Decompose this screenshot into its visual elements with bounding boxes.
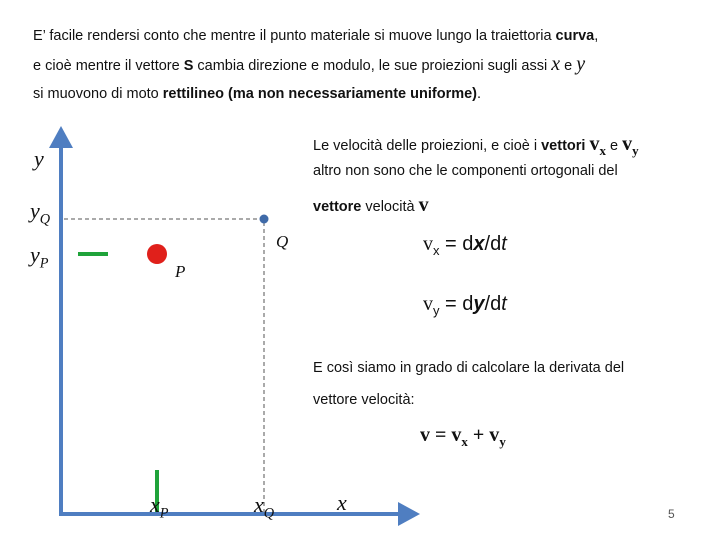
point-p-label: P [175,262,186,281]
note-derivative-line-2: vettore velocità: [313,392,415,408]
intro-text-3c: . [477,86,482,102]
note-components-text-3a: vettore [313,199,362,215]
formula-vy-rest2: /d [484,293,502,315]
point-q-icon [260,215,269,224]
xq-label [254,492,274,522]
formula-sum [420,424,506,450]
page-number: 5 [668,507,675,521]
note-derivative-line-1: E così siamo in grado di calcolare la derivata del [313,360,625,376]
formula-vx [423,233,507,258]
intro-axis-x: x [551,53,561,75]
intro-text-2e: e [560,58,577,74]
intro-text-1c: , [594,28,599,44]
yq-label-sub: Q [39,211,51,228]
formula-vx-sub: x [433,243,440,258]
formula-vx-t: t [501,233,507,255]
vx-symbol-main: v [589,133,600,155]
intro-text-3a: si muovono di moto [33,86,163,102]
intro-text-3b: rettilineo (ma non necessariamente uniforme) [162,86,478,102]
formula-vx-v: v [423,233,433,255]
x-axis-arrow-icon [398,502,420,526]
y-axis-label: y [34,146,44,171]
xq-label-sub: Q [263,505,275,522]
intro-text-2b: cambia direzione e modulo, le sue proiezioni sugli assi [193,58,552,74]
note-components-text-3b: velocità [361,199,419,215]
note-components-line-3 [313,191,713,221]
formula-vy-sub: y [433,303,440,318]
formula-sum-eq: = v [430,424,462,446]
yp-label-sub: P [39,255,49,272]
note-components [313,130,713,221]
formula-vx-var: x [473,233,485,255]
formula-sum-sx: x [461,434,468,449]
intro-vector-s: S [183,58,194,74]
intro-text-1a: E’ facile rendersi conto che mentre il punto materiale si muove lungo la traiettoria [33,28,556,44]
note-components-text-b: vettori [541,138,586,154]
note-derivative [313,354,713,414]
formula-vy [423,293,507,318]
yp-label [30,242,49,272]
point-q-label: Q [276,232,289,251]
formula-vy-v: v [423,293,433,315]
xp-label [150,492,169,522]
x-axis-label: x [337,490,347,515]
formula-vy-rest1: = d [439,293,474,315]
formula-sum-v: v [420,424,430,446]
vx-symbol-sub: x [599,143,606,158]
formula-sum-sy: y [499,434,506,449]
yp-label-main: y [30,242,40,267]
xp-label-sub: P [159,505,169,522]
point-p-icon [147,244,167,264]
formula-vy-t: t [501,293,507,315]
intro-text-2a: e cioè mentre il vettore [33,58,184,74]
note-components-line-2: altro non sono che le componenti ortogonali del [313,163,618,179]
note-components-text-e: e [605,138,623,154]
vy-symbol-main: v [622,133,633,155]
xq-label-main: x [254,492,264,517]
vx-symbol [589,133,606,158]
vy-symbol-sub: y [632,143,639,158]
yq-label [30,198,50,228]
intro-axis-y: y [576,53,586,75]
yq-label-main: y [30,198,40,223]
vy-symbol [622,133,639,158]
y-axis-arrow-icon [49,126,73,148]
note-components-text-a: Le velocità delle proiezioni, e cioè i [313,138,542,154]
formula-vx-rest1: = d [439,233,474,255]
formula-vy-var: y [473,293,485,315]
intro-text-1b: curva [555,28,595,44]
formula-sum-plus: + v [467,424,500,446]
formula-vx-rest2: /d [484,233,502,255]
xp-label-main: x [150,492,160,517]
v-symbol: v [418,194,429,216]
